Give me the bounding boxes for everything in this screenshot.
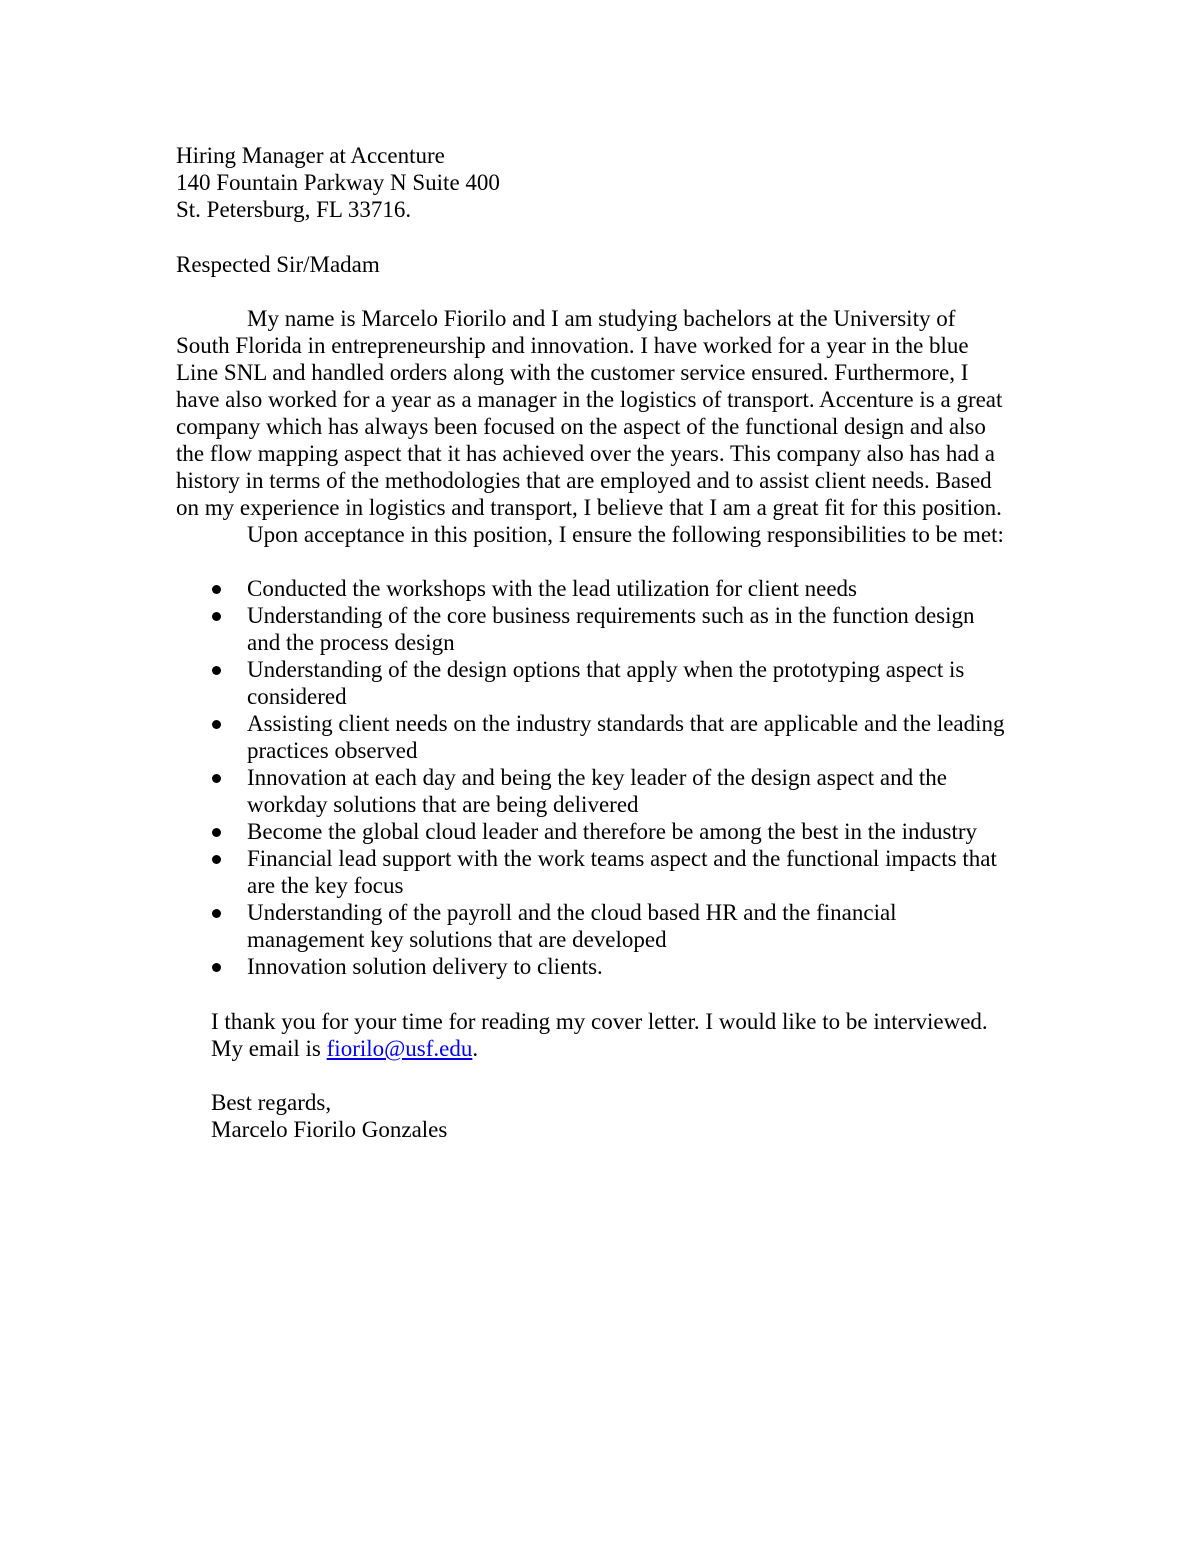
- email-suffix: .: [472, 1036, 479, 1061]
- list-item-text: [247, 818, 1037, 845]
- bullet-icon: [212, 612, 221, 621]
- body-line: Line SNL and handled orders along with the customer service ensured. Furthermore, I: [176, 360, 969, 385]
- responsibilities-list: [0, 575, 1200, 980]
- bullet-icon: [212, 855, 221, 864]
- list-item-text: [247, 899, 1037, 953]
- list-item: [0, 710, 1200, 764]
- bullet-icon: [212, 774, 221, 783]
- list-item: [0, 602, 1200, 656]
- list-item: [0, 656, 1200, 710]
- body-line: on my experience in logistics and transport, I believe that I am a great fit for this position.: [176, 495, 1002, 520]
- list-item-line: Financial lead support with the work teams aspect and the functional impacts that: [247, 846, 997, 871]
- bullet-icon: [212, 720, 221, 729]
- list-item-text: [247, 575, 1037, 602]
- list-item-line: Understanding of the design options that apply when the prototyping aspect is: [247, 657, 965, 682]
- list-item-line: Become the global cloud leader and therefore be among the best in the industry: [247, 819, 978, 844]
- list-item-text: [247, 710, 1037, 764]
- signer-name: Marcelo Fiorilo Gonzales: [211, 1117, 448, 1142]
- body-line: history in terms of the methodologies that are employed and to assist client needs. Based: [176, 468, 992, 493]
- list-item-text: [247, 656, 1037, 710]
- bullet-icon: [212, 666, 221, 675]
- email-prefix: My email is: [211, 1036, 327, 1061]
- recipient-line-1: Hiring Manager at Accenture: [176, 143, 445, 168]
- list-item-text: [247, 953, 1037, 980]
- list-item-line: Understanding of the payroll and the cloud based HR and the financial: [247, 900, 897, 925]
- list-item-line: Understanding of the core business requirements such as in the function design: [247, 603, 975, 628]
- bullet-icon: [212, 963, 221, 972]
- list-item-line: Innovation solution delivery to clients.: [247, 954, 603, 979]
- list-item: [0, 899, 1200, 953]
- closing-thanks: I thank you for your time for reading my cover letter. I would like to be interviewed.: [211, 1009, 988, 1034]
- closing-regards: Best regards,: [211, 1090, 332, 1115]
- list-item: [0, 764, 1200, 818]
- body-line: the flow mapping aspect that it has achieved over the years. This company also has had a: [176, 441, 996, 466]
- list-item-text: [247, 845, 1037, 899]
- list-item-line: Assisting client needs on the industry standards that are applicable and the leading: [247, 711, 1005, 736]
- list-item-line: practices observed: [247, 738, 418, 763]
- body-intro-line: Upon acceptance in this position, I ensure the following responsibilities to be met:: [247, 522, 1004, 547]
- list-item-text: [247, 602, 1037, 656]
- list-item-line: and the process design: [247, 630, 455, 655]
- bullet-icon: [212, 585, 221, 594]
- closing-email-line: [211, 1035, 478, 1062]
- list-item: [0, 818, 1200, 845]
- body-line: South Florida in entrepreneurship and innovation. I have worked for a year in the blue: [176, 333, 969, 358]
- bullet-icon: [212, 909, 221, 918]
- list-item: [0, 845, 1200, 899]
- list-item: [0, 953, 1200, 980]
- body-line: have also worked for a year as a manager in the logistics of transport. Accenture is a great: [176, 387, 1003, 412]
- list-item-line: Conducted the workshops with the lead utilization for client needs: [247, 576, 857, 601]
- list-item-line: management key solutions that are developed: [247, 927, 667, 952]
- bullet-icon: [212, 828, 221, 837]
- salutation: Respected Sir/Madam: [176, 252, 380, 277]
- email-link[interactable]: fiorilo@usf.edu: [326, 1036, 473, 1061]
- body-line: My name is Marcelo Fiorilo and I am studying bachelors at the University of: [247, 306, 956, 331]
- list-item-text: [247, 764, 1037, 818]
- recipient-line-2: 140 Fountain Parkway N Suite 400: [176, 170, 500, 195]
- list-item-line: are the key focus: [247, 873, 404, 898]
- body-line: company which has always been focused on the aspect of the functional design and also: [176, 414, 986, 439]
- list-item-line: Innovation at each day and being the key leader of the design aspect and the: [247, 765, 947, 790]
- recipient-line-3: St. Petersburg, FL 33716.: [176, 197, 412, 222]
- list-item-line: workday solutions that are being delivered: [247, 792, 639, 817]
- body-paragraph: [176, 305, 1036, 548]
- list-item-line: considered: [247, 684, 347, 709]
- list-item: [0, 575, 1200, 602]
